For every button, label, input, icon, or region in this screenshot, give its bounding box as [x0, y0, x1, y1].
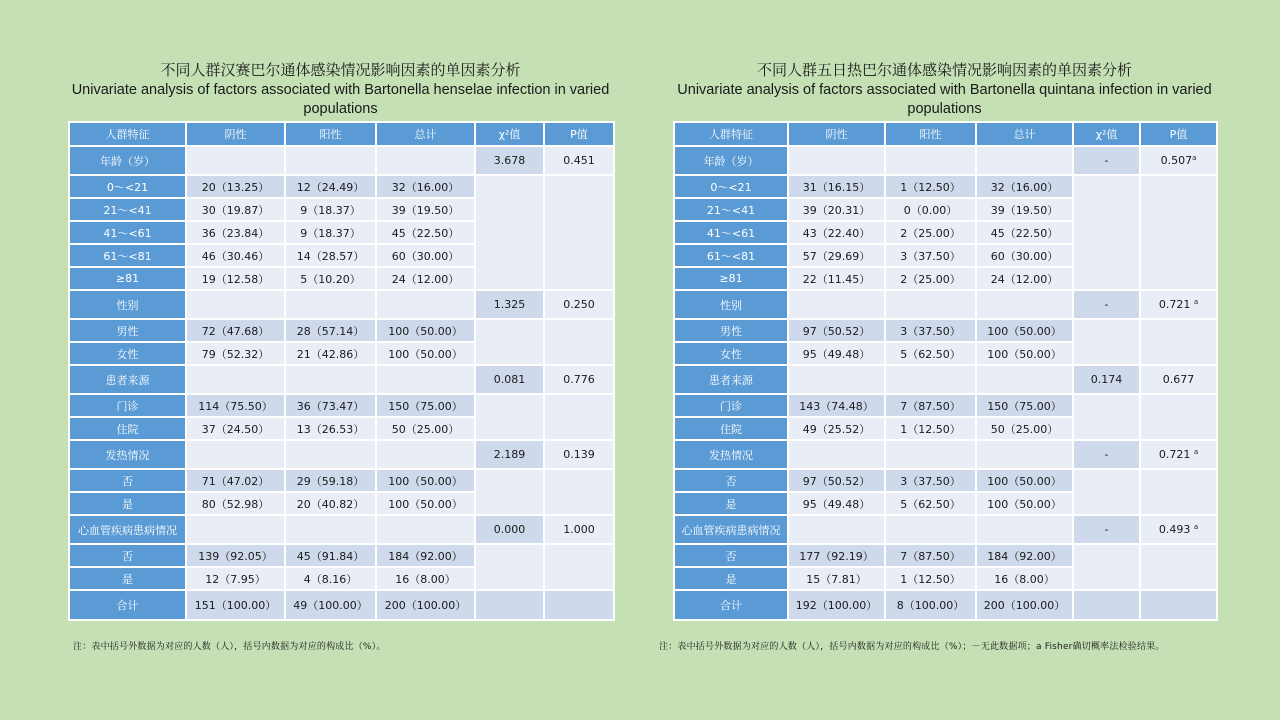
- fisher-marker: a: [1193, 523, 1199, 531]
- table-row: [674, 590, 1217, 620]
- merged-empty-cell: [1073, 175, 1140, 290]
- empty-cell: [788, 365, 885, 394]
- merged-empty-cell: [1140, 394, 1217, 440]
- empty-cell: [285, 290, 376, 319]
- positive-count: 45（91.84）: [285, 544, 376, 567]
- table-row: [674, 469, 1217, 492]
- p-value: [1140, 146, 1217, 175]
- empty-cell: [885, 440, 976, 469]
- column-header: 总计: [376, 122, 475, 146]
- merged-empty-cell: [475, 394, 544, 440]
- positive-count: 3（37.50）: [885, 319, 976, 342]
- table-row: [69, 319, 614, 342]
- row-label: 女性: [674, 342, 788, 365]
- merged-empty-cell: [1073, 394, 1140, 440]
- left-table-footnote: 注：表中括号外数据为对应的人数（人），括号内数据为对应的构成比（%）。: [73, 642, 386, 652]
- positive-count: 2（25.00）: [885, 221, 976, 244]
- p-value-text: 0.721: [1158, 298, 1194, 311]
- positive-count: 36（73.47）: [285, 394, 376, 417]
- total-count: 100（50.00）: [376, 492, 475, 515]
- positive-count: 7（87.50）: [885, 544, 976, 567]
- negative-count: 19（12.58）: [186, 267, 285, 290]
- total-count: 184（92.00）: [976, 544, 1073, 567]
- merged-empty-cell: [1140, 469, 1217, 515]
- row-label: 61～<81: [674, 244, 788, 267]
- row-label: 住院: [674, 417, 788, 440]
- row-label: 否: [674, 544, 788, 567]
- positive-count: 7（87.50）: [885, 394, 976, 417]
- table-row: [674, 544, 1217, 567]
- merged-empty-cell: [544, 544, 614, 590]
- p-value: [1140, 365, 1217, 394]
- p-value: [1140, 440, 1217, 469]
- negative-count: 139（92.05）: [186, 544, 285, 567]
- p-value-text: 0.250: [563, 298, 595, 311]
- merged-empty-cell: [1073, 544, 1140, 590]
- total-count: 45（22.50）: [376, 221, 475, 244]
- positive-count: 1（12.50）: [885, 567, 976, 590]
- positive-count: 49（100.00）: [285, 590, 376, 620]
- table-row: [674, 290, 1217, 319]
- negative-count: 79（52.32）: [186, 342, 285, 365]
- positive-count: 20（40.82）: [285, 492, 376, 515]
- total-count: 100（50.00）: [376, 469, 475, 492]
- p-value-text: 1.000: [563, 523, 595, 536]
- row-label: 41～<61: [69, 221, 186, 244]
- left-table-panel: [68, 60, 613, 621]
- p-value: [544, 590, 614, 620]
- total-count: 100（50.00）: [376, 342, 475, 365]
- negative-count: 97（50.52）: [788, 469, 885, 492]
- merged-empty-cell: [475, 469, 544, 515]
- column-header: χ²值: [1073, 122, 1140, 146]
- empty-cell: [186, 440, 285, 469]
- empty-cell: [976, 146, 1073, 175]
- negative-count: 151（100.00）: [186, 590, 285, 620]
- row-label: ≥81: [69, 267, 186, 290]
- total-count: 39（19.50）: [376, 198, 475, 221]
- total-count: 100（50.00）: [976, 342, 1073, 365]
- left-title-english: Univariate analysis of factors associated with Bartonella henselae infection in varied populations: [71, 82, 610, 117]
- chi-square-value: -: [1073, 515, 1140, 544]
- negative-count: 36（23.84）: [186, 221, 285, 244]
- empty-cell: [885, 365, 976, 394]
- table-row: [674, 440, 1217, 469]
- negative-count: 31（16.15）: [788, 175, 885, 198]
- row-label: 心血管疾病患病情况: [69, 515, 186, 544]
- merged-empty-cell: [1140, 544, 1217, 590]
- merged-empty-cell: [475, 175, 544, 290]
- positive-count: 21（42.86）: [285, 342, 376, 365]
- empty-cell: [788, 290, 885, 319]
- empty-cell: [376, 515, 475, 544]
- negative-count: 15（7.81）: [788, 567, 885, 590]
- empty-cell: [376, 146, 475, 175]
- row-label: 男性: [674, 319, 788, 342]
- row-label: 年龄（岁）: [69, 146, 186, 175]
- p-value-text: 0.721: [1158, 448, 1194, 461]
- row-label: 发热情况: [69, 440, 186, 469]
- merged-empty-cell: [475, 544, 544, 590]
- empty-cell: [788, 515, 885, 544]
- positive-count: 9（18.37）: [285, 198, 376, 221]
- negative-count: 71（47.02）: [186, 469, 285, 492]
- total-count: 200（100.00）: [976, 590, 1073, 620]
- total-count: 100（50.00）: [376, 319, 475, 342]
- row-label: 门诊: [69, 394, 186, 417]
- table-row: [674, 146, 1217, 175]
- negative-count: 12（7.95）: [186, 567, 285, 590]
- positive-count: 14（28.57）: [285, 244, 376, 267]
- total-count: 200（100.00）: [376, 590, 475, 620]
- p-value-text: 0.677: [1162, 373, 1195, 386]
- chi-square-value: -: [1073, 440, 1140, 469]
- right-table-panel: [673, 60, 1216, 621]
- positive-count: 12（24.49）: [285, 175, 376, 198]
- chi-square-value: 2.189: [475, 440, 544, 469]
- merged-empty-cell: [544, 469, 614, 515]
- table-row: [69, 440, 614, 469]
- positive-count: 8（100.00）: [885, 590, 976, 620]
- row-label: 否: [69, 544, 186, 567]
- positive-count: 1（12.50）: [885, 175, 976, 198]
- row-label: 心血管疾病患病情况: [674, 515, 788, 544]
- row-label: 合计: [69, 590, 186, 620]
- column-header: P值: [544, 122, 614, 146]
- total-count: 24（12.00）: [976, 267, 1073, 290]
- total-count: 100（50.00）: [976, 469, 1073, 492]
- empty-cell: [376, 365, 475, 394]
- chi-square-value: -: [1073, 290, 1140, 319]
- empty-cell: [376, 440, 475, 469]
- row-label: 性别: [674, 290, 788, 319]
- row-label: 合计: [674, 590, 788, 620]
- total-count: 24（12.00）: [376, 267, 475, 290]
- p-value: [1140, 515, 1217, 544]
- fisher-marker: a: [1193, 448, 1199, 456]
- merged-empty-cell: [544, 319, 614, 365]
- merged-empty-cell: [475, 319, 544, 365]
- column-header: 总计: [976, 122, 1073, 146]
- row-label: 住院: [69, 417, 186, 440]
- row-label: 是: [674, 492, 788, 515]
- negative-count: 95（49.48）: [788, 492, 885, 515]
- negative-count: 30（19.87）: [186, 198, 285, 221]
- row-label: 患者来源: [69, 365, 186, 394]
- table-row: [674, 365, 1217, 394]
- merged-empty-cell: [1073, 319, 1140, 365]
- fisher-marker: a: [1192, 154, 1197, 162]
- table-row: [69, 290, 614, 319]
- table-row: [69, 175, 614, 198]
- right-title-english: Univariate analysis of factors associated with Bartonella quintana infection in varied populations: [677, 82, 1212, 117]
- row-label: ≥81: [674, 267, 788, 290]
- empty-cell: [885, 290, 976, 319]
- row-label: 是: [69, 567, 186, 590]
- total-count: 100（50.00）: [976, 492, 1073, 515]
- total-count: 16（8.00）: [376, 567, 475, 590]
- empty-cell: [885, 515, 976, 544]
- total-count: 45（22.50）: [976, 221, 1073, 244]
- table-row: [674, 319, 1217, 342]
- total-count: 32（16.00）: [976, 175, 1073, 198]
- row-label: 0～<21: [674, 175, 788, 198]
- p-value: [544, 440, 614, 469]
- p-value: [1140, 590, 1217, 620]
- total-count: 16（8.00）: [976, 567, 1073, 590]
- column-header: 阴性: [788, 122, 885, 146]
- left-title-chinese: 不同人群汉赛巴尔通体感染情况影响因素的单因素分析: [160, 61, 521, 79]
- row-label: 21～<41: [674, 198, 788, 221]
- merged-empty-cell: [1140, 319, 1217, 365]
- chi-square-value: 3.678: [475, 146, 544, 175]
- column-header: 人群特征: [69, 122, 186, 146]
- negative-count: 22（11.45）: [788, 267, 885, 290]
- column-header: P值: [1140, 122, 1217, 146]
- row-label: 女性: [69, 342, 186, 365]
- right-data-table: [673, 121, 1218, 621]
- positive-count: 5（10.20）: [285, 267, 376, 290]
- positive-count: 29（59.18）: [285, 469, 376, 492]
- row-label: 是: [69, 492, 186, 515]
- negative-count: 43（22.40）: [788, 221, 885, 244]
- p-value-text: 0.493: [1158, 523, 1194, 536]
- p-value: [544, 146, 614, 175]
- negative-count: 37（24.50）: [186, 417, 285, 440]
- table-row: [69, 469, 614, 492]
- p-value: [544, 515, 614, 544]
- empty-cell: [976, 515, 1073, 544]
- positive-count: 3（37.50）: [885, 244, 976, 267]
- row-label: 否: [69, 469, 186, 492]
- chi-square-value: 1.325: [475, 290, 544, 319]
- total-count: 100（50.00）: [976, 319, 1073, 342]
- fisher-marker: a: [1193, 298, 1199, 306]
- positive-count: 3（37.50）: [885, 469, 976, 492]
- table-row: [69, 590, 614, 620]
- negative-count: 49（25.52）: [788, 417, 885, 440]
- right-table-footnote: 注：表中括号外数据为对应的人数（人），括号内数据为对应的构成比（%）；－无此数据项；a Fisher确切概率法检验结果。: [659, 642, 1165, 652]
- negative-count: 20（13.25）: [186, 175, 285, 198]
- total-count: 32（16.00）: [376, 175, 475, 198]
- table-row: [69, 544, 614, 567]
- total-count: 39（19.50）: [976, 198, 1073, 221]
- merged-empty-cell: [1073, 469, 1140, 515]
- negative-count: 177（92.19）: [788, 544, 885, 567]
- total-count: 60（30.00）: [376, 244, 475, 267]
- table-row: [674, 394, 1217, 417]
- row-label: 是: [674, 567, 788, 590]
- p-value-text: 0.139: [563, 448, 595, 461]
- positive-count: 13（26.53）: [285, 417, 376, 440]
- column-header: 阳性: [285, 122, 376, 146]
- negative-count: 46（30.46）: [186, 244, 285, 267]
- negative-count: 72（47.68）: [186, 319, 285, 342]
- row-label: 否: [674, 469, 788, 492]
- table-row: [69, 146, 614, 175]
- positive-count: 0（0.00）: [885, 198, 976, 221]
- merged-empty-cell: [544, 175, 614, 290]
- total-count: 60（30.00）: [976, 244, 1073, 267]
- positive-count: 1（12.50）: [885, 417, 976, 440]
- row-label: 61～<81: [69, 244, 186, 267]
- merged-empty-cell: [544, 394, 614, 440]
- total-count: 50（25.00）: [376, 417, 475, 440]
- row-label: 门诊: [674, 394, 788, 417]
- empty-cell: [186, 365, 285, 394]
- row-label: 21～<41: [69, 198, 186, 221]
- table-row: [674, 175, 1217, 198]
- chi-square-value: -: [1073, 146, 1140, 175]
- row-label: 男性: [69, 319, 186, 342]
- row-label: 性别: [69, 290, 186, 319]
- empty-cell: [285, 146, 376, 175]
- table-row: [69, 394, 614, 417]
- positive-count: 2（25.00）: [885, 267, 976, 290]
- empty-cell: [186, 290, 285, 319]
- empty-cell: [976, 290, 1073, 319]
- negative-count: 95（49.48）: [788, 342, 885, 365]
- chi-square-value: 0.174: [1073, 365, 1140, 394]
- p-value-text: 0.507: [1160, 154, 1193, 167]
- positive-count: 9（18.37）: [285, 221, 376, 244]
- chi-square-value: 0.000: [475, 515, 544, 544]
- empty-cell: [976, 440, 1073, 469]
- total-count: 150（75.00）: [976, 394, 1073, 417]
- table-row: [674, 515, 1217, 544]
- row-label: 患者来源: [674, 365, 788, 394]
- row-label: 41～<61: [674, 221, 788, 244]
- negative-count: 80（52.98）: [186, 492, 285, 515]
- negative-count: 143（74.48）: [788, 394, 885, 417]
- empty-cell: [285, 440, 376, 469]
- column-header: 人群特征: [674, 122, 788, 146]
- chi-square-value: [475, 590, 544, 620]
- p-value: [1140, 290, 1217, 319]
- empty-cell: [788, 440, 885, 469]
- chi-square-value: 0.081: [475, 365, 544, 394]
- row-label: 年龄（岁）: [674, 146, 788, 175]
- right-title-chinese: 不同人群五日热巴尔通体感染情况影响因素的单因素分析: [756, 61, 1132, 79]
- p-value: [544, 290, 614, 319]
- negative-count: 97（50.52）: [788, 319, 885, 342]
- column-header: 阴性: [186, 122, 285, 146]
- negative-count: 57（29.69）: [788, 244, 885, 267]
- positive-count: 5（62.50）: [885, 492, 976, 515]
- negative-count: 39（20.31）: [788, 198, 885, 221]
- table-row: [69, 365, 614, 394]
- empty-cell: [186, 146, 285, 175]
- table-row: [69, 515, 614, 544]
- total-count: 150（75.00）: [376, 394, 475, 417]
- row-label: 发热情况: [674, 440, 788, 469]
- empty-cell: [186, 515, 285, 544]
- left-data-table: [68, 121, 615, 621]
- positive-count: 28（57.14）: [285, 319, 376, 342]
- empty-cell: [976, 365, 1073, 394]
- column-header: χ²值: [475, 122, 544, 146]
- merged-empty-cell: [1140, 175, 1217, 290]
- p-value-text: 0.776: [563, 373, 595, 386]
- empty-cell: [885, 146, 976, 175]
- total-count: 184（92.00）: [376, 544, 475, 567]
- positive-count: 5（62.50）: [885, 342, 976, 365]
- p-value: [544, 365, 614, 394]
- empty-cell: [285, 515, 376, 544]
- row-label: 0～<21: [69, 175, 186, 198]
- empty-cell: [376, 290, 475, 319]
- column-header: 阳性: [885, 122, 976, 146]
- negative-count: 114（75.50）: [186, 394, 285, 417]
- empty-cell: [788, 146, 885, 175]
- empty-cell: [285, 365, 376, 394]
- chi-square-value: [1073, 590, 1140, 620]
- negative-count: 192（100.00）: [788, 590, 885, 620]
- positive-count: 4（8.16）: [285, 567, 376, 590]
- p-value-text: 0.451: [563, 154, 595, 167]
- total-count: 50（25.00）: [976, 417, 1073, 440]
